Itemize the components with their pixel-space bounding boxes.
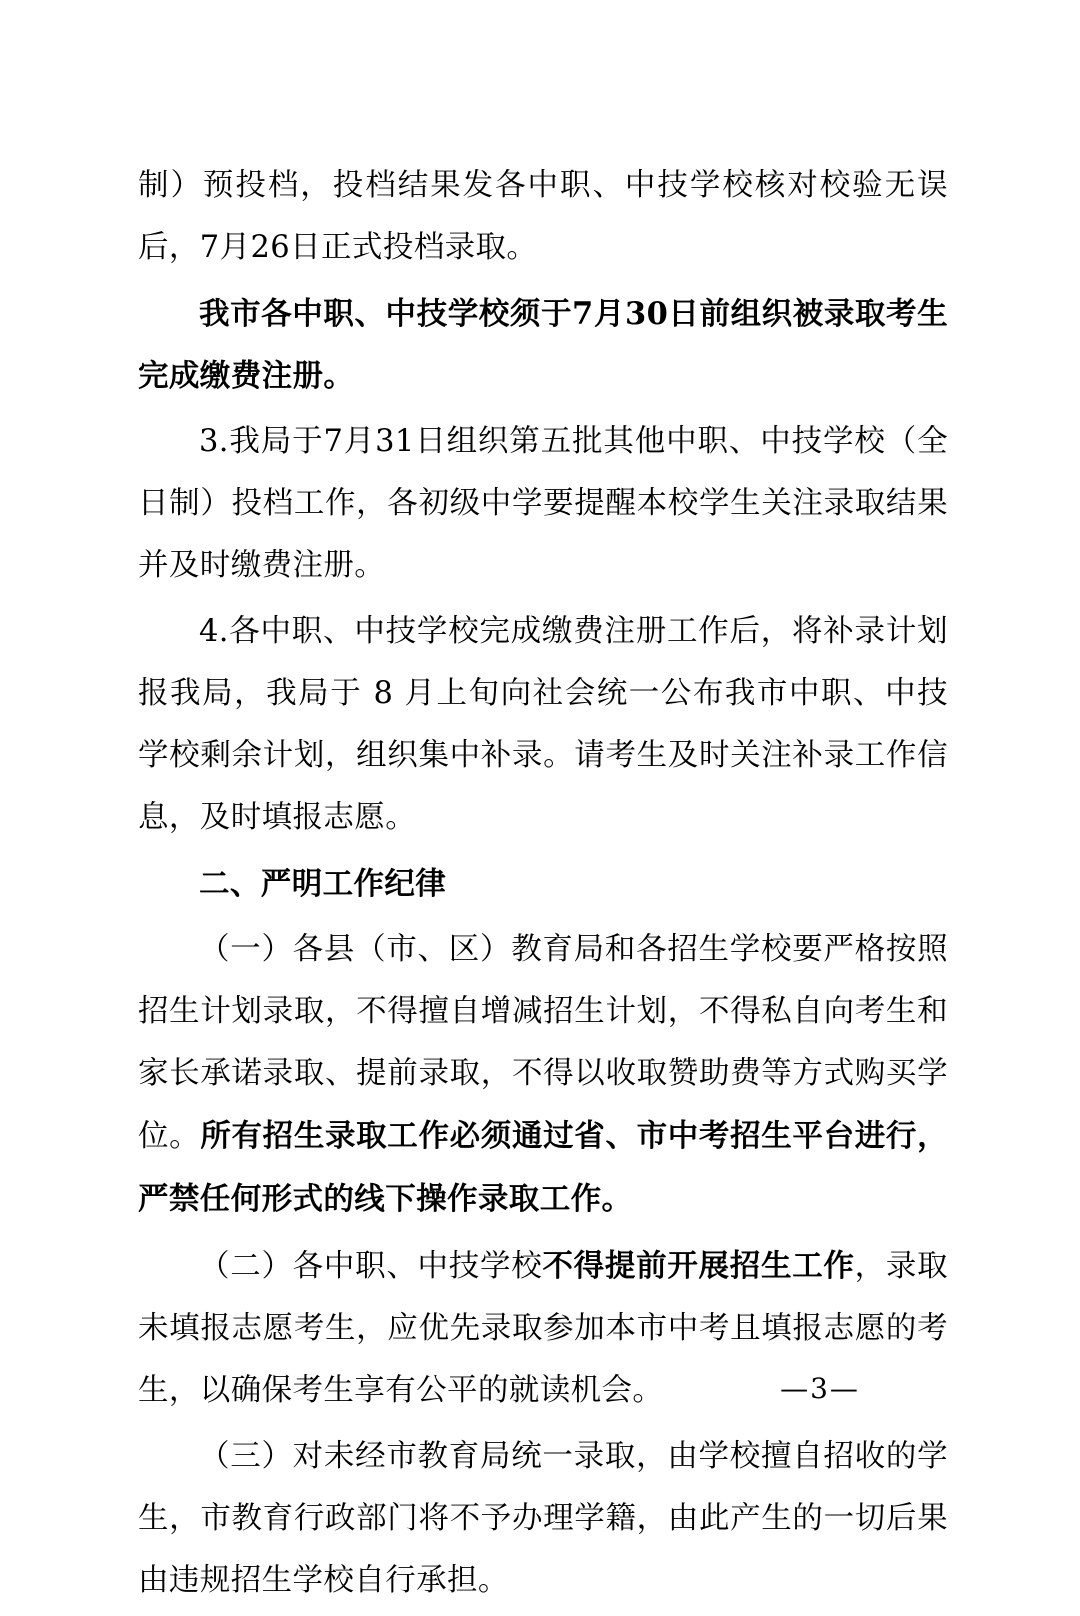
para-bold-registration-run-0: 我市各中职、中技学校须于7月30日前组织被录取考生完成缴费注册。 <box>138 296 948 394</box>
para-item-1-run-0: （一）各县（市、区）教育局和各招生学校要严格按照招生计划录取，不得擅自增减招生计划，不得私自向考生和家长承诺录取、提前录取，不得以收取赞助费等方式购买学位。 <box>138 932 948 1154</box>
para-item-2-run-1: 不得提前开展招生工作 <box>542 1248 855 1284</box>
para-continued-1 <box>138 155 948 279</box>
para-item-1 <box>138 919 948 1231</box>
heading-section-2 <box>138 853 948 915</box>
para-item-4 <box>138 601 948 849</box>
para-continued-1-run-0: 制）预投档，投档结果发各中职、中技学校核对校验无误后，7月26日正式投档录取。 <box>138 168 948 265</box>
para-item-3-run-0: 3.我局于7月31日组织第五批其他中职、中技学校（全日制）投档工作，各初级中学要提醒本校学生关注录取结果并及时缴费注册。 <box>138 424 948 583</box>
page-number-text: —3— <box>780 1372 860 1405</box>
para-item-4-run-0: 4.各中职、中技学校完成缴费注册工作后，将补录计划报我局，我局于 8 月上旬向社会统一公布我市中职、中技学校剩余计划，组织集中补录。请考生及时关注补录工作信息，及时填报志愿。 <box>138 614 948 835</box>
para-bold-registration <box>138 283 948 407</box>
para-item-2-run-2: ，录取未填报志愿考生，应优先录取参加本市中考且填报志愿的考生，以确保考生享有公平的就读机会。 <box>138 1249 948 1408</box>
page-number-footer <box>0 1372 1080 1405</box>
para-item-2-run-0: （二）各中职、中技学校 <box>199 1249 543 1284</box>
para-item-3 <box>138 411 948 597</box>
para-item-3b-run-0: （三）对未经市教育局统一录取，由学校擅自招收的学生，市教育行政部门将不予办理学籍，由此产生的一切后果由违规招生学校自行承担。 <box>138 1439 948 1598</box>
heading-section-2-run-0: 二、严明工作纪律 <box>199 866 447 902</box>
para-item-3b <box>138 1426 948 1612</box>
para-item-1-run-1: 所有招生录取工作必须通过省、市中考招生平台进行，严禁任何形式的线下操作录取工作。 <box>138 1118 948 1217</box>
